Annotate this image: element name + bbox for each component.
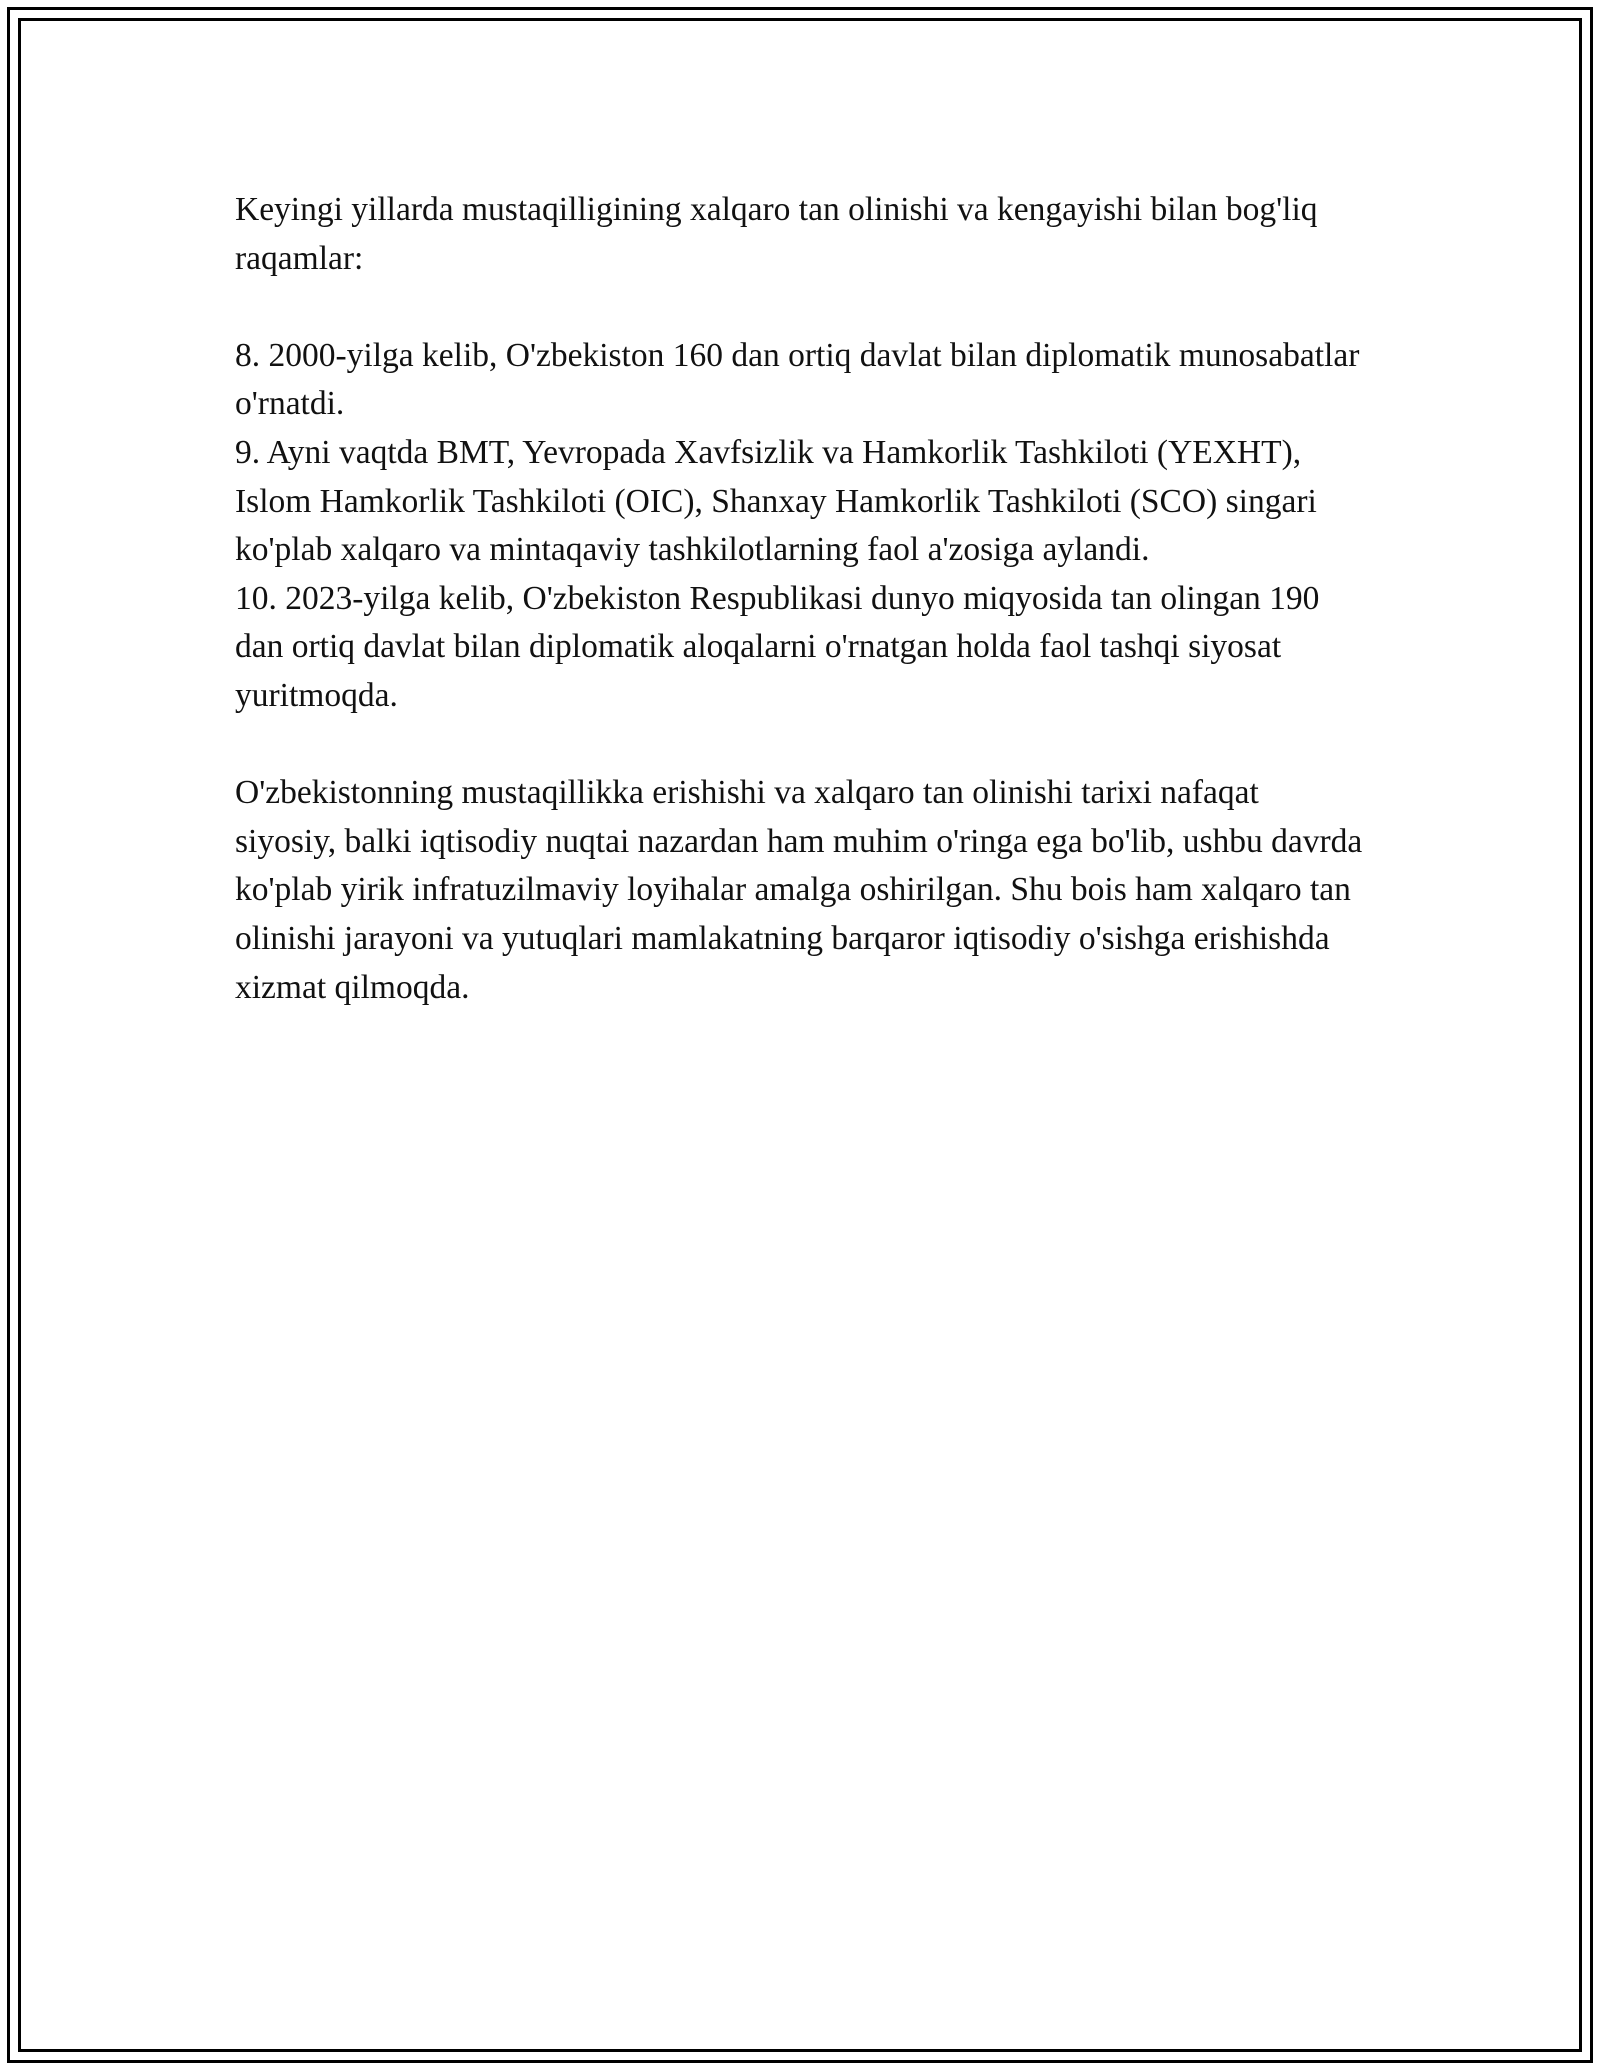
list-item: 9. Ayni vaqtda BMT, Yevropada Xavfsizlik va Hamkorlik Tashkiloti (YEXHT), Islom Hamkorlik Tashkiloti (OIC), Shanxay Hamkorlik Tashkiloti (SCO) singari ko'plab xalqaro va mintaqaviy tashkilotlarning faol a'zosiga aylandi. [235, 433, 1317, 569]
conclusion-paragraph: O'zbekistonning mustaqillikka erishishi va xalqaro tan olinishi tarixi nafaqat siyosiy, balki iqtisodiy nuqtai nazardan ham muhim o'ringa ega bo'lib, ushbu davrda ko'plab yirik infratuzilmaviy loyihalar amalga oshirilgan. Shu bois ham xalqaro tan olinishi jarayoni va yutuqlari mamlakatning barqaror iqtisodiy o'sishga erishishda xizmat qilmoqda. [235, 774, 1363, 1006]
intro-paragraph: Keyingi yillarda mustaqilligining xalqaro tan olinishi va kengayishi bilan bog'liq raqamlar: [235, 191, 1318, 277]
paragraph-spacer [235, 721, 1365, 770]
document-body [235, 186, 1365, 1012]
paragraph-spacer [235, 283, 1365, 332]
list-item: 8. 2000-yilga kelib, O'zbekiston 160 dan ortiq davlat bilan diplomatik munosabatlar o'rnatdi. [235, 336, 1360, 423]
list-item: 10. 2023-yilga kelib, O'zbekiston Respublikasi dunyo miqyosida tan olingan 190 dan ortiq davlat bilan diplomatik aloqalarni o'rnatgan holda faol tashqi siyosat yuritmoqda. [235, 579, 1320, 714]
